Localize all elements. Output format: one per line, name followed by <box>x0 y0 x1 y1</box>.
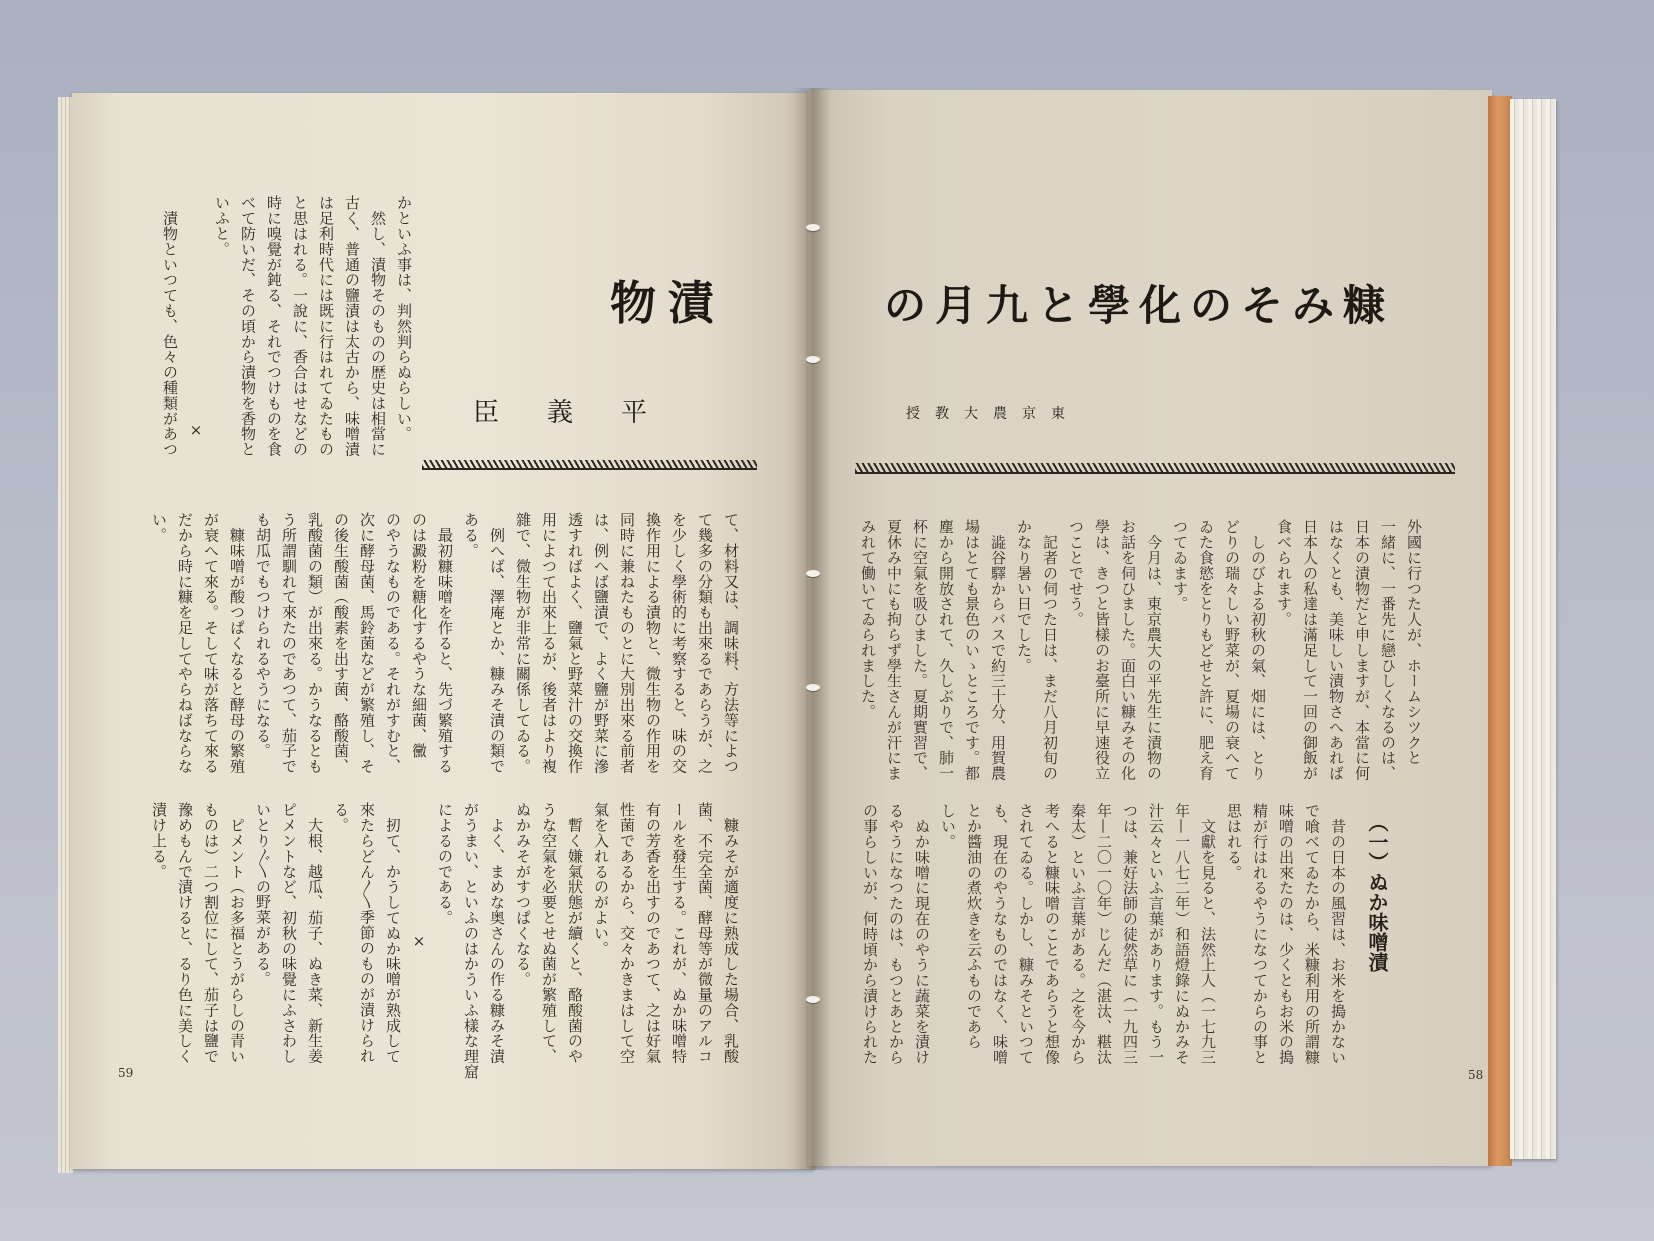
right-page-top-text <box>855 519 1427 799</box>
text-column: しのびよる初秋の氣、畑には、とり <box>1249 519 1267 781</box>
text-column: 雜で、微生物が非常に關係してゐる。 <box>514 512 532 774</box>
text-column: 換作用による漬物と、微生物の作用を <box>644 512 662 774</box>
text-column: で喰べてゐたから、米糠利用の所謂糠 <box>1303 803 1321 1065</box>
text-column: 糠味噌が酸つぱくなると酵母の繁殖 <box>228 512 246 774</box>
text-column: ものは）二つ割位にして、茄子は鹽で <box>202 802 220 1064</box>
text-column: るやうになつたのは、もつとあとから <box>887 803 905 1065</box>
text-column: つてゐます。 <box>1171 519 1189 612</box>
text-column: 澁谷驛からバスで約三十分、用賀農 <box>989 519 1007 781</box>
text-column: だから時に糠を足してやらねばならな <box>176 512 194 774</box>
title-rule-right <box>855 463 1455 474</box>
text-column: も、現在のやうなものではなく、味噌 <box>991 803 1009 1065</box>
text-column: しい。 <box>939 803 957 850</box>
text-column: のは澱粉を糖化するやうな細菌、黴 <box>410 512 428 759</box>
text-column: る。 <box>332 802 350 833</box>
text-column: 日本人の私達は滿足して一回の御飯が <box>1301 519 1319 781</box>
text-column: 塵から開放されて、久しぶりで、肺一 <box>937 519 955 781</box>
text-column: 漬物といつても、色々の種類があつ <box>161 195 179 457</box>
text-column: は足利時代には既に行はれてゐたもの <box>317 195 335 457</box>
binding-hole <box>806 570 820 577</box>
text-column: 學は、きつと皆樣のお臺所に早速役立 <box>1093 519 1111 781</box>
text-column: 菌、不完全菌、酵母等が微量のアルコ <box>696 802 714 1064</box>
text-column: ぬかみそがすつぱくなる。 <box>514 802 532 987</box>
text-column: 大根、越瓜、茄子、ぬき菜、新生姜 <box>306 802 324 1064</box>
text-column: がうまい、といふのはかういふ樣な理窟 <box>462 802 480 1080</box>
text-column: が衰へて來る。そして味が落ちて來る <box>202 512 220 774</box>
page-edge-colored <box>1488 96 1512 1166</box>
text-column: いふと。 <box>213 195 231 257</box>
text-column: 汁云々といふ言葉があります。もう一 <box>1147 803 1165 1065</box>
text-column: も胡瓜でもつけられるやうになる。 <box>254 512 272 759</box>
text-column: 用によつて出來上るが、後者はより複 <box>540 512 558 774</box>
right-page-bottom-text <box>857 803 1351 1083</box>
text-column: べて防いだ、その頃から漬物を香物と <box>239 195 257 457</box>
text-column: 外國に行つた人が、ホームシツクと <box>1405 519 1423 766</box>
text-column: て、材料又は、調味料、方法等によつ <box>722 512 740 774</box>
text-column: 年—一八七二年）和語燈錄にぬかみそ <box>1173 803 1191 1065</box>
text-column: 昔の日本の風習は、お米を搗かない <box>1329 803 1347 1065</box>
left-page-middle-text <box>146 512 744 792</box>
text-column: 透すればよく、鹽氣と野菜汁の交換作 <box>566 512 584 774</box>
text-column: 考へると糠味噌のことであらうと想像 <box>1043 803 1061 1065</box>
article-title-right: 糠みその化學と九月の <box>884 281 1395 330</box>
binding-hole <box>806 996 820 1003</box>
binding-hole <box>806 356 820 363</box>
text-column: とか醬油の煮炊きを云ふものであら <box>965 803 983 1050</box>
left-page-bottom-text <box>146 802 744 1082</box>
text-column: はなくとも、美味しい漬物さへあれば <box>1327 519 1345 781</box>
text-column: ぬか味噌に現在のやうに蔬菜を漬け <box>913 803 931 1065</box>
text-column: 豫めもんで漬けると、るり色に美しく <box>176 802 194 1064</box>
text-column: お話を伺ひました。面白い糠みその化 <box>1119 519 1137 781</box>
book-gutter <box>792 88 832 1170</box>
text-column: 最初糠味噌を作ると、先づ繁殖する <box>436 512 454 774</box>
text-column: と思はれる。一說に、香合はせなどの <box>291 195 309 457</box>
section-heading: （一）ぬか味噌漬 <box>1365 812 1389 972</box>
text-column: 文獻を見ると、法然上人（一七九三 <box>1199 803 1217 1065</box>
text-column: つことでせう。 <box>1067 519 1085 627</box>
text-column: 食べられます。 <box>1275 519 1293 627</box>
page-edge-stack <box>1510 99 1556 1159</box>
text-column: を少しく學術的に考察すると、味の交 <box>670 512 688 774</box>
binding-hole <box>806 224 820 231</box>
text-column: されてゐる。しかし、糠みそといつて <box>1017 803 1035 1065</box>
title-rule-left <box>422 460 757 470</box>
text-column: つは、兼好法師の徒然草に（一九四三 <box>1121 803 1139 1065</box>
text-column: 例へば、澤庵とか、糠みそ漬の類で <box>488 512 506 774</box>
text-column: い。 <box>150 512 168 543</box>
text-column: う所謂馴れて來たのであつて、茄子で <box>280 512 298 774</box>
text-column: うな空氣を必要とせぬ菌が繁殖して、 <box>540 802 558 1064</box>
text-column: 場はとても景色のいゝところです。都 <box>963 519 981 781</box>
text-column: て幾多の分類も出來るであらうが、之 <box>696 512 714 774</box>
left-page-top-text <box>157 195 417 465</box>
text-column: 同時に兼ねたものとに大別出來る前者 <box>618 512 636 774</box>
text-column: の後生酸菌（酸素を出す菌、酪酸菌、 <box>332 512 350 774</box>
text-column: 杯に空氣を吸ひました。夏期實習で、 <box>911 519 929 781</box>
section-separator-mark: × <box>410 932 428 951</box>
text-column: ピメントなど、初秋の味覺にふさわし <box>280 802 298 1064</box>
text-column: によるのである。 <box>436 802 454 926</box>
text-column: 精が行はれるやうになつてからの事と <box>1251 803 1269 1065</box>
text-column: 糠みそが適度に熟成した場合、乳酸 <box>722 802 740 1064</box>
text-column: ピメント（お多福とうがらしの青い <box>228 802 246 1064</box>
text-column: 暫く嫌氣狀態が續くと、酪酸菌のや <box>566 802 584 1064</box>
text-column: のやうなものである。それがすむと、 <box>384 512 402 774</box>
text-column: 日本の漬物だと申しますが、本當に何 <box>1353 519 1371 781</box>
text-column: 有の芳香を出すのであつて、之は好氣 <box>644 802 662 1064</box>
binding-hole <box>806 684 820 691</box>
text-column: の事らしいが、何時頃から漬けられた <box>861 803 879 1065</box>
text-column: よく、まめな奥さんの作る糠みそ漬 <box>488 802 506 1064</box>
text-column: 古く、普通の鹽漬は太古から、味噌漬 <box>343 195 361 457</box>
text-column: 思はれる。 <box>1225 803 1243 880</box>
text-column: 次に酵母菌、馬鈴菌などが繁殖し、そ <box>358 512 376 774</box>
text-column: かなり暑い日でした。 <box>1015 519 1033 673</box>
text-column: 扨て、かうしてぬか味噌が熟成して <box>384 802 402 1064</box>
text-column: 味噌の出來たのは、少くともお米の搗 <box>1277 803 1295 1065</box>
article-title-left: 漬物 <box>610 276 726 330</box>
text-column: 夏休み中にも拘らず學生さんが汗にま <box>885 519 903 781</box>
text-column: 性菌であるから、交々かきまはして空 <box>618 802 636 1064</box>
author-name: 平義臣 <box>473 398 696 428</box>
page-number-right: 58 <box>1468 1068 1484 1082</box>
text-column: どりの瑞々しい野菜が、夏場の衰へて <box>1223 519 1241 781</box>
text-column: いとり〴〵の野菜がある。 <box>254 802 272 987</box>
text-column: 氣を入れるのがよい。 <box>592 802 610 956</box>
page-number-left: 59 <box>118 1066 134 1080</box>
text-column: 乳酸菌の類）が出來る。かうなるとも <box>306 512 324 774</box>
text-column: ある。 <box>462 512 480 559</box>
author-affiliation: 東京農大教授 <box>906 406 1080 422</box>
text-column: ールを發生する。これが、ぬか味噌特 <box>670 802 688 1064</box>
text-column: ゐた食慾をとりもどせと許に、肥え育 <box>1197 519 1215 781</box>
text-column: は、例へば鹽漬で、よく鹽が野菜に滲 <box>592 512 610 774</box>
text-column: 一緒に、一番先に戀ひしくなるのは、 <box>1379 519 1397 781</box>
text-column: 記者の伺つた日は、まだ八月初旬の <box>1041 519 1059 781</box>
text-column: みれて働いてゐられました。 <box>859 519 877 720</box>
text-column: かといふ事は、判然判らぬらしい。 <box>395 195 413 442</box>
text-column: 然し、漬物そのものの歴史は相當に <box>369 195 387 457</box>
text-column: 今月は、東京農大の平先生に漬物の <box>1145 519 1163 781</box>
text-column: 來たらどん〳〵季節のものが漬けられ <box>358 802 376 1064</box>
text-column: 時に嗅覺が鈍る、それでつけものを食 <box>265 195 283 457</box>
section-separator-mark: × <box>187 421 205 440</box>
text-column: 秦太）といふ言葉がある。之を今から <box>1069 803 1087 1065</box>
text-column: 漬け上る。 <box>150 802 168 879</box>
text-column: 年—二〇一〇年）じんだ（湛汰、糂汰 <box>1095 803 1113 1065</box>
